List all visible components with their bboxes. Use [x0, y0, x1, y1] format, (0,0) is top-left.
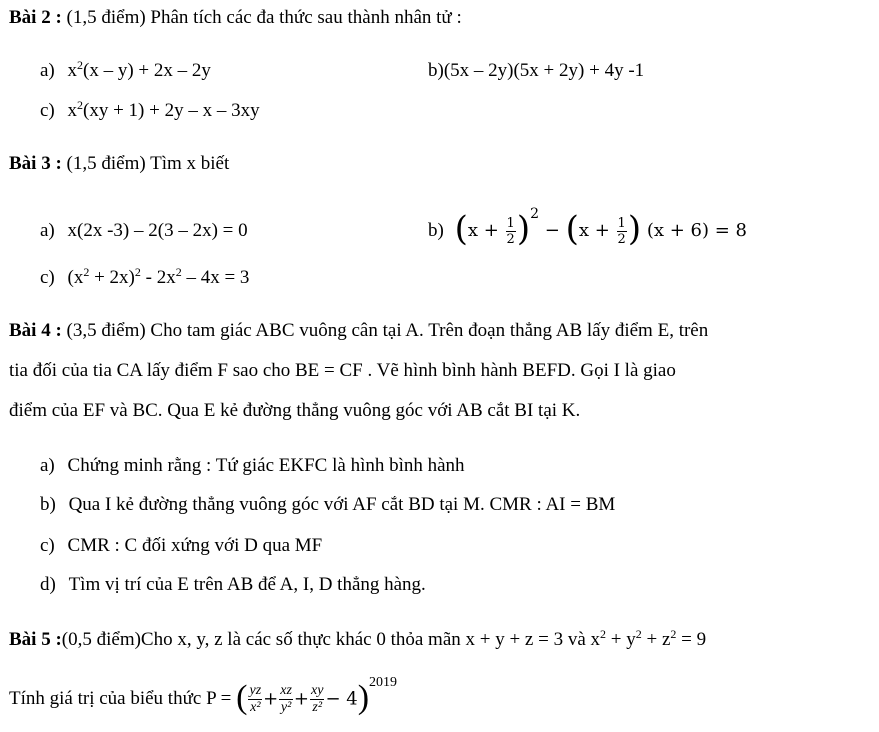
bai3-b-label: b): [428, 220, 444, 241]
frac-den-2: 2: [617, 231, 626, 247]
bai5-y-exp: 2: [635, 627, 642, 641]
c-p1: (x: [67, 267, 84, 288]
c-p4: – 4x = 3: [181, 267, 250, 288]
bai4-item-b: [40, 495, 615, 516]
frac-den: y²: [280, 700, 292, 716]
item-label: c): [40, 535, 55, 556]
paren-open-2: (: [565, 209, 579, 249]
paren-close: ): [516, 209, 531, 249]
bai3-b-expr: [454, 206, 747, 249]
item-text: Chứng minh rằng : Tứ giác EKFC là hình bình hành: [67, 455, 465, 476]
bai2-a: [40, 58, 211, 82]
bai2-header: [9, 8, 462, 29]
c-exp3: 2: [175, 265, 182, 279]
bai3-header: [9, 154, 229, 175]
bai3-b: [428, 206, 747, 249]
paren-close-p: ): [357, 678, 370, 716]
bai3-desc: (1,5 điểm) Tìm x biết: [61, 153, 230, 174]
frac-yz-x2: [248, 684, 262, 715]
bai3-b-tail: (x + 6) = 8: [646, 220, 747, 241]
bai3-c-expr: [68, 267, 250, 288]
bai2-desc: (1,5 điểm) Phân tích các đa thức sau thành nhân tử :: [61, 7, 462, 28]
bai5-desc: (0,5 điểm)Cho x, y, z là các số thực khác 0 thỏa mãn x + y + z = 3 và x: [61, 629, 601, 650]
bai2-c-exp: 2: [77, 98, 84, 112]
bai5-power: 2019: [369, 675, 398, 690]
bai3-b-x2: x +: [578, 220, 610, 241]
minus-four: − 4: [325, 688, 358, 710]
paren-open: (: [454, 209, 468, 249]
bai2-a-exp-2: 2: [77, 58, 84, 72]
c-exp2: 2: [134, 265, 141, 279]
frac-half-2: [617, 217, 627, 246]
bai5-x-exp: 2: [600, 627, 607, 641]
bai2-a-label: a): [40, 60, 55, 81]
frac-den: x²: [250, 700, 261, 716]
paren-close-2: ): [627, 209, 642, 249]
bai2-c-x: x: [67, 100, 78, 121]
frac-num: 1: [506, 215, 515, 231]
frac-half-1: [506, 217, 516, 246]
bai4-line1: [9, 321, 708, 342]
frac-den: z²: [312, 700, 323, 716]
bai5-z: + z: [641, 629, 671, 650]
bai5-eq: = 9: [676, 629, 707, 650]
bai4-text1: (3,5 điểm) Cho tam giác ABC vuông cân tại A. Trên đoạn thẳng AB lấy điểm E, trên: [61, 320, 709, 341]
bai3-title: Bài 3 :: [9, 153, 62, 174]
bai3-b-x1: x +: [467, 220, 499, 241]
bai5-p-prefix: Tính giá trị của biểu thức P =: [9, 688, 237, 710]
bai2-c-rest: (xy + 1) + 2y – x – 3xy: [83, 100, 260, 121]
bai2-a-rest: (x – y) + 2x – 2y: [83, 60, 211, 81]
bai2-title: Bài 2 :: [9, 7, 62, 28]
frac-num: yz: [249, 683, 262, 699]
plus-sign-2: +: [293, 688, 310, 710]
bai5-y: + y: [606, 629, 636, 650]
c-p3: - 2x: [140, 267, 176, 288]
bai4-item-c: [40, 536, 322, 557]
paren-open-p: (: [236, 678, 248, 716]
item-text: Tìm vị trí của E trên AB để A, I, D thẳng hàng.: [68, 574, 426, 595]
item-label: a): [40, 455, 55, 476]
bai2-a-x: x: [67, 60, 78, 81]
bai2-c-label: c): [40, 100, 55, 121]
bai3-a-label: a): [40, 220, 55, 241]
frac-xz-y2: [279, 684, 293, 715]
item-text: CMR : C đối xứng với D qua MF: [67, 535, 323, 556]
item-text: Qua I kẻ đường thẳng vuông góc với AF cắt BD tại M. CMR : AI = BM: [68, 494, 616, 515]
frac-xy-z2: [310, 684, 324, 715]
bai3-c: [40, 265, 250, 289]
bai4-item-a: [40, 456, 465, 477]
bai4-title: Bài 4 :: [9, 320, 62, 341]
bai3-c-label: c): [40, 267, 55, 288]
bai2-c: [40, 98, 260, 122]
plus-sign: +: [263, 688, 279, 710]
frac-num: xy: [311, 683, 324, 699]
c-exp1: 2: [83, 265, 90, 279]
bai5-line2: [9, 675, 398, 716]
bai3-b-minus: −: [544, 220, 560, 241]
frac-num-2: 1: [617, 215, 626, 231]
bai2-c-expr: [68, 100, 260, 121]
frac-num: xz: [280, 683, 292, 699]
bai3-a: [40, 221, 248, 242]
bai4-line2: tia đối của tia CA lấy điểm F sao cho BE = CF . Vẽ hình bình hành BEFD. Gọi I là giao: [9, 360, 676, 381]
bai5-z-exp: 2: [670, 627, 677, 641]
bai5-line1: [9, 627, 707, 651]
bai2-a-expr: [68, 60, 211, 81]
bai4-line3: điểm của EF và BC. Qua E kẻ đường thẳng vuông góc với AB cắt BI tại K.: [9, 400, 581, 421]
bai2-b: b)(5x – 2y)(5x + 2y) + 4y -1: [428, 60, 645, 81]
bai4-item-d: [40, 575, 426, 596]
bai3-b-square: 2: [530, 206, 540, 222]
frac-den: 2: [506, 231, 515, 247]
item-label: d): [40, 574, 56, 595]
bai5-title: Bài 5 :: [9, 629, 62, 650]
c-p2: + 2x): [89, 267, 135, 288]
item-label: b): [40, 494, 56, 515]
bai3-a-expr: x(2x -3) – 2(3 – 2x) = 0: [67, 220, 248, 241]
